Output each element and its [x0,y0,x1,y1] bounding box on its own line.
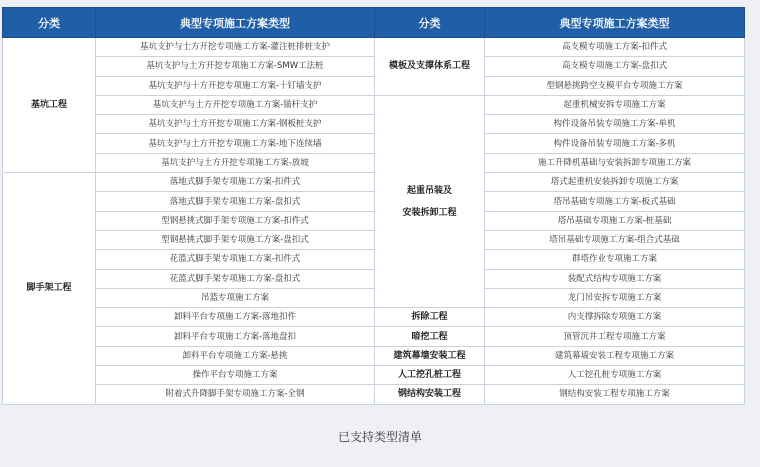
category-steel-structure: 钢结构安装工程 [375,385,485,404]
category-curtain-wall: 建筑幕墙安装工程 [375,346,485,365]
category-demolition: 拆除工程 [375,308,485,327]
table-cell: 龙门吊安拆专项施工方案 [485,288,745,307]
table-cell: 花篮式脚手架专项施工方案-扣件式 [96,250,375,269]
table-cell: 塔吊基础专项施工方案-板式基础 [485,192,745,211]
table-cell: 型钢悬挑式脚手架专项施工方案-盘扣式 [96,230,375,249]
table-cell: 基坑支护与土方开挖专项施工方案-钢板桩支护 [96,115,375,134]
table-cell: 操作平台专项施工方案 [96,366,375,385]
table-header-row [3,8,745,38]
table-cell: 卸料平台专项施工方案-落地盘扣 [96,327,375,346]
table-cell: 内支撑拆除专项施工方案 [485,308,745,327]
table-row [3,192,745,211]
table-row [3,134,745,153]
table-cell: 花篮式脚手架专项施工方案-盘扣式 [96,269,375,288]
header-category-right: 分类 [375,8,485,38]
table-row [3,211,745,230]
table-row [3,346,745,365]
table-cell: 高支模专项施工方案-盘扣式 [485,57,745,76]
table-cell: 施工升降机基础与安装拆卸专项施工方案 [485,153,745,172]
table-cell: 附着式升降脚手架专项施工方案-全钢 [96,385,375,404]
table-cell: 落地式脚手架专项施工方案-盘扣式 [96,192,375,211]
table-row [3,250,745,269]
category-foundation-pit: 基坑工程 [3,38,96,173]
header-category-left: 分类 [3,8,96,38]
table-row [3,153,745,172]
table-cell: 基坑支护与十方开挖专项施工方案-十钉墙支护 [96,76,375,95]
table-caption: 已支持类型清单 [337,430,422,444]
scheme-type-table-wrapper [2,7,744,405]
table-row [3,57,745,76]
table-row [3,366,745,385]
table-cell: 构件设备吊装专项施工方案-单机 [485,115,745,134]
header-scheme-type-right: 典型专项施工方案类型 [485,8,745,38]
table-cell: 塔式起重机安装拆卸专项施工方案 [485,173,745,192]
table-row [3,308,745,327]
table-row [3,38,745,57]
table-row [3,288,745,307]
scheme-type-table [2,7,745,405]
table-cell: 基坑支护与土方开挖专项施工方案-放坡 [96,153,375,172]
category-tunneling: 暗挖工程 [375,327,485,346]
category-lifting-line1: 起重吊装及 [406,185,452,196]
category-formwork: 模板及支撑体系工程 [375,38,485,96]
table-cell: 落地式脚手架专项施工方案-扣件式 [96,173,375,192]
table-row [3,385,745,404]
table-row [3,269,745,288]
table-cell: 基坑支护与土方开挖专项施工方案-SMW工法桩 [96,57,375,76]
table-row [3,95,745,114]
table-row [3,230,745,249]
table-cell: 建筑幕墙安装工程专项施工方案 [485,346,745,365]
table-cell: 型钢悬挑跨空支模平台专项施工方案 [485,76,745,95]
category-scaffold: 脚手架工程 [3,173,96,405]
table-cell: 起重机械安拆专项施工方案 [485,95,745,114]
table-cell: 型钢悬挑式脚手架专项施工方案-扣件式 [96,211,375,230]
category-lifting-line2: 安装拆卸工程 [402,207,457,218]
table-cell: 构件设备吊装专项施工方案-多机 [485,134,745,153]
table-cell: 顶管沉井工程专项施工方案 [485,327,745,346]
table-cell: 卸料平台专项施工方案-落地扣件 [96,308,375,327]
table-cell: 基坑支护与土方开挖专项施工方案-地下连续墙 [96,134,375,153]
table-row [3,115,745,134]
table-cell: 装配式结构专项施工方案 [485,269,745,288]
table-cell: 卸料平台专项施工方案-悬挑 [96,346,375,365]
table-cell: 基坑支护与土方开挖专项施工方案-锚杆支护 [96,95,375,114]
table-cell: 钢结构安装工程专项施工方案 [485,385,745,404]
table-cell: 高支模专项施工方案-扣件式 [485,38,745,57]
table-cell: 基坑支护与士方开挖专项施工方案-灌注桩排桩支护 [96,38,375,57]
table-row [3,76,745,95]
table-cell: 塔吊基础专项施工方案-桩基础 [485,211,745,230]
table-cell: 塔吊基础专项施工方案-组合式基础 [485,230,745,249]
category-lifting-installation [375,95,485,307]
category-manual-pile: 人工挖孔桩工程 [375,366,485,385]
table-row [3,327,745,346]
table-cell: 群塔作业专项施工方案 [485,250,745,269]
header-scheme-type-left: 典型专项施工方案类型 [96,8,375,38]
table-row [3,173,745,192]
table-cell: 吊篮专项施工方案 [96,288,375,307]
table-cell: 人工挖孔桩专项施工方案 [485,366,745,385]
